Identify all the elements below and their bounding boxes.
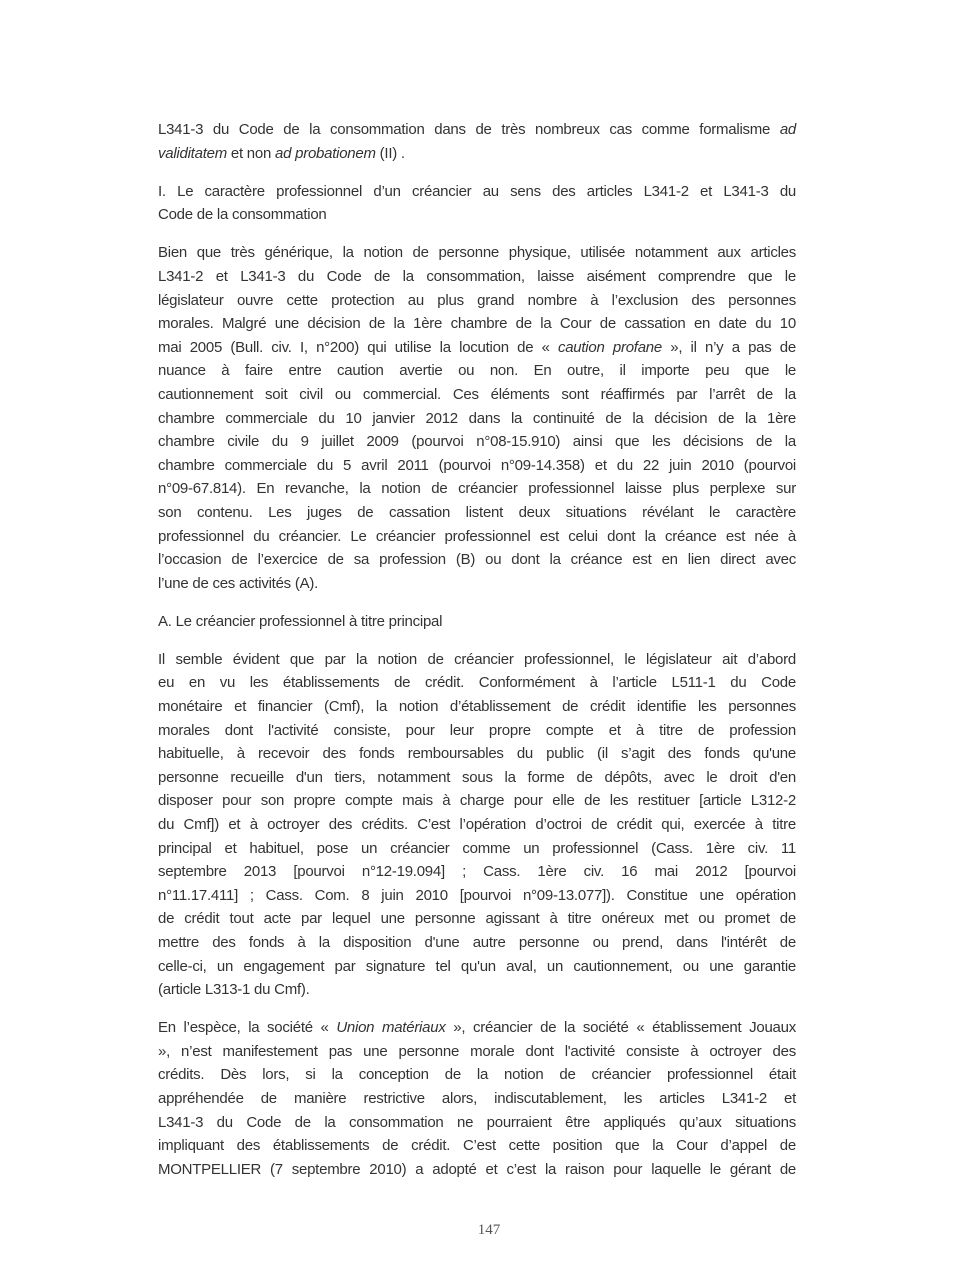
text-line: appréhendée de manière restrictive alors, indiscutablement, les articles L341-2 et	[158, 1090, 796, 1108]
text-line: monétaire et financier (Cmf), la notion d’établissement de crédit identifie les personnes	[158, 698, 796, 716]
text-line: L341-3 du Code de la consommation ne pourraient être appliqués qu’aux situations	[158, 1113, 796, 1131]
paragraph	[158, 1016, 796, 1181]
italic-text: ad probationem	[275, 144, 376, 162]
text-segment: En l’espèce, la société «	[158, 1019, 337, 1037]
paragraph	[158, 118, 796, 165]
italic-text: Union matériaux	[336, 1019, 446, 1037]
text-line: septembre 2013 [pourvoi n°12-19.094] ; Cass. 1ère civ. 16 mai 2012 [pourvoi	[158, 863, 796, 881]
text-line	[158, 1016, 796, 1040]
text-line: (article L313-1 du Cmf).	[158, 981, 310, 999]
text-line: chambre civile du 9 juillet 2009 (pourvoi n°08-15.910) ainsi que les décisions de la	[158, 433, 796, 451]
text-line: Il semble évident que par la notion de créancier professionnel, le législateur ait d’abord	[158, 650, 796, 668]
page-number: 147	[477, 1222, 501, 1238]
text-line	[158, 142, 796, 166]
italic-text: caution profane	[557, 338, 662, 356]
text-line: L341-2 et L341-3 du Code de la consommation, laisse aisément comprendre que le	[158, 267, 796, 285]
text-line: nuance à faire entre caution avertie ou non. En outre, il importe peu que le	[158, 362, 796, 380]
text-segment: », créancier de la société « établissement Jouaux	[445, 1019, 796, 1037]
text-segment: », il n’y a pas de	[661, 338, 796, 356]
text-segment: et non	[226, 144, 275, 162]
text-line: mettre des fonds à la disposition d'une autre personne ou prend, dans l'intérêt de	[158, 934, 796, 951]
italic-text: validitatem	[158, 144, 227, 162]
section-heading	[158, 610, 796, 634]
section-heading	[158, 180, 796, 227]
text-line: l’occasion de l’exercice de sa profession (B) ou dont la créance est en lien direct avec	[158, 551, 796, 569]
text-line: de crédit tout acte par lequel une personne agissant à titre onéreux met ou promet de	[158, 910, 796, 928]
text-line: principal et habituel, pose un créancier comme un professionnel (Cass. 1ère civ. 11	[158, 839, 796, 857]
text-line: n°11.17.411] ; Cass. Com. 8 juin 2010 [pourvoi n°09-13.077]). Constitue une opération	[158, 886, 796, 904]
text-line: professionnel du créancier. Le créancier professionnel est celui dont la créance est née à	[158, 527, 796, 545]
document-body	[158, 118, 796, 1196]
text-line: disposer pour son propre compte mais à charge pour elle de les restituer [article L312-2	[158, 792, 796, 810]
text-segment: L341-3 du Code de la consommation dans de très nombreux cas comme formalisme	[158, 121, 780, 138]
text-line: législateur ouvre cette protection au plus grand nombre à l’exclusion des personnes	[158, 291, 796, 309]
text-line: », n’est manifestement pas une personne morale dont l'activité consiste à octroyer des	[158, 1042, 796, 1060]
paragraph	[158, 648, 796, 1002]
text-line: son contenu. Les juges de cassation listent deux situations révélant le caractère	[158, 503, 796, 521]
text-line: A. Le créancier professionnel à titre principal	[158, 612, 443, 630]
text-line: du Cmf]) et à octroyer des crédits. C’est l’opération d’octroi de crédit qui, exercée à titre	[158, 816, 796, 834]
text-line: habituelle, à recevoir des fonds remboursables du public (il s’agit des fonds qu'une	[158, 745, 796, 763]
text-line: n°09-67.814). En revanche, la notion de créancier professionnel laisse plus perplexe sur	[158, 480, 796, 498]
text-line: impliquant des établissements de crédit. C’est cette position que la Cour d’appel de	[158, 1137, 796, 1155]
text-line: MONTPELLIER (7 septembre 2010) a adopté et c’est la raison pour laquelle le gérant de	[158, 1160, 796, 1178]
text-segment: (II) .	[375, 144, 405, 162]
italic-text: ad	[779, 121, 796, 138]
text-line: personne recueille d'un tiers, notamment sous la forme de dépôts, avec le droit d'en	[158, 768, 796, 786]
text-segment: mai 2005 (Bull. civ. I, n°200) qui utilise la locution de «	[158, 338, 558, 356]
text-line	[158, 118, 796, 142]
paragraph	[158, 241, 796, 595]
text-line: Bien que très générique, la notion de personne physique, utilisée notamment aux articles	[158, 244, 796, 262]
text-line: morales. Malgré une décision de la 1ère chambre de la Cour de cassation en date du 10	[158, 315, 796, 333]
text-line: I. Le caractère professionnel d’un créancier au sens des articles L341-2 et L341-3 du	[158, 182, 796, 200]
text-line: l’une de ces activités (A).	[158, 574, 318, 592]
text-line: Code de la consommation	[158, 206, 327, 224]
text-line: chambre commerciale du 5 avril 2011 (pourvoi n°09-14.358) et du 22 juin 2010 (pourvoi	[158, 456, 796, 474]
text-line: crédits. Dès lors, si la conception de la notion de créancier professionnel était	[158, 1066, 796, 1084]
text-line: chambre commerciale du 10 janvier 2012 dans la continuité de la décision de la 1ère	[158, 409, 796, 427]
text-line	[158, 336, 796, 360]
text-line: celle-ci, un engagement par signature tel qu'un aval, un cautionnement, ou une garantie	[158, 957, 796, 975]
text-line: morales dont l'activité consiste, pour leur propre compte et à titre de profession	[158, 721, 796, 739]
text-line: eu en vu les établissements de crédit. Conformément à l’article L511-1 du Code	[158, 674, 796, 692]
text-line: cautionnement soit civil ou commercial. Ces éléments sont réaffirmés par l’arrêt de la	[158, 385, 796, 403]
